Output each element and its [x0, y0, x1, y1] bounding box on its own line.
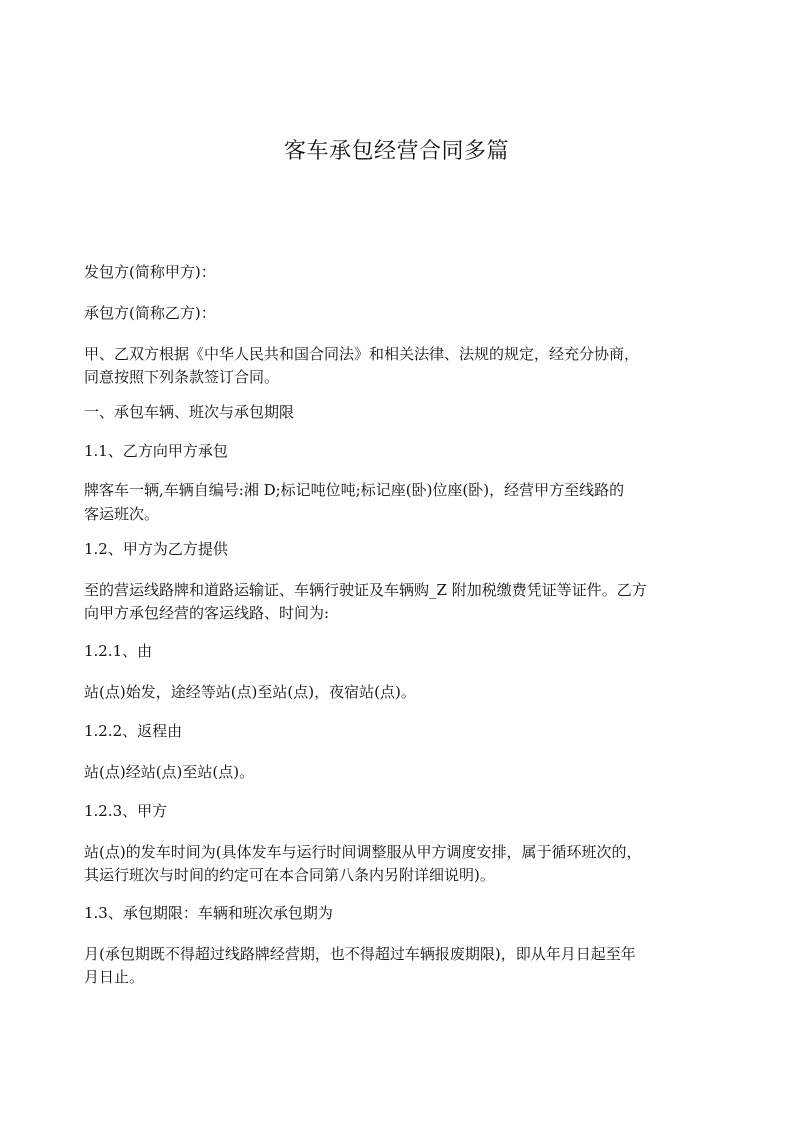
clause-1-2-text-line-1: 至的营运线路牌和道路运输证、车辆行驶证及车辆购_Z 附加税缴费凭证等证件。乙方 — [84, 581, 647, 599]
clause-1-2-3: 1.2.3、甲方 — [84, 802, 168, 820]
clause-1-3-text-line-2: 月日止。 — [84, 968, 145, 986]
preamble-line-2: 同意按照下列条款签订合同。 — [84, 368, 280, 386]
party-a-line: 发包方(简称甲方)： — [84, 263, 216, 281]
clause-1-2-1: 1.2.1、由 — [84, 642, 153, 660]
clause-1-1: 1.1、乙方向甲方承包 — [84, 442, 228, 460]
clause-1-3-text-line-1: 月(承包期既不得超过线路牌经营期，也不得超过车辆报废期限)，即从年月日起至年 — [84, 945, 636, 963]
clause-1-1-text-line-1: 牌客车一辆,车辆自编号:湘 D;标记吨位吨;标记座(卧)位座(卧)，经营甲方至线路的 — [84, 481, 625, 499]
clause-1-2-1-text: 站(点)始发，途经等站(点)至站(点)，夜宿站(点)。 — [84, 683, 416, 701]
party-b-line: 承包方(简称乙方)： — [84, 304, 216, 322]
clause-1-2: 1.2、甲方为乙方提供 — [84, 540, 228, 558]
clause-1-2-3-text-line-2: 其运行班次与时间的约定可在本合同第八条内另附详细说明)。 — [84, 866, 495, 884]
clause-1-2-2: 1.2.2、返程由 — [84, 722, 183, 740]
clause-1-2-text-line-2: 向甲方承包经营的客运线路、时间为: — [84, 604, 330, 622]
clause-1-2-3-text-line-1: 站(点)的发车时间为(具体发车与运行时间调整服从甲方调度安排，属于循环班次的， — [84, 843, 642, 861]
clause-1-2-2-text: 站(点)经站(点)至站(点)。 — [84, 763, 255, 781]
clause-1-1-text-line-2: 客运班次。 — [84, 505, 160, 523]
preamble-line-1: 甲、乙双方根据《中华人民共和国合同法》和相关法律、法规的规定，经充分协商， — [84, 345, 640, 363]
section-1-heading: 一、承包车辆、班次与承包期限 — [84, 403, 295, 421]
clause-1-3: 1.3、承包期限：车辆和班次承包期为 — [84, 904, 333, 922]
document-title: 客车承包经营合同多篇 — [283, 139, 509, 164]
